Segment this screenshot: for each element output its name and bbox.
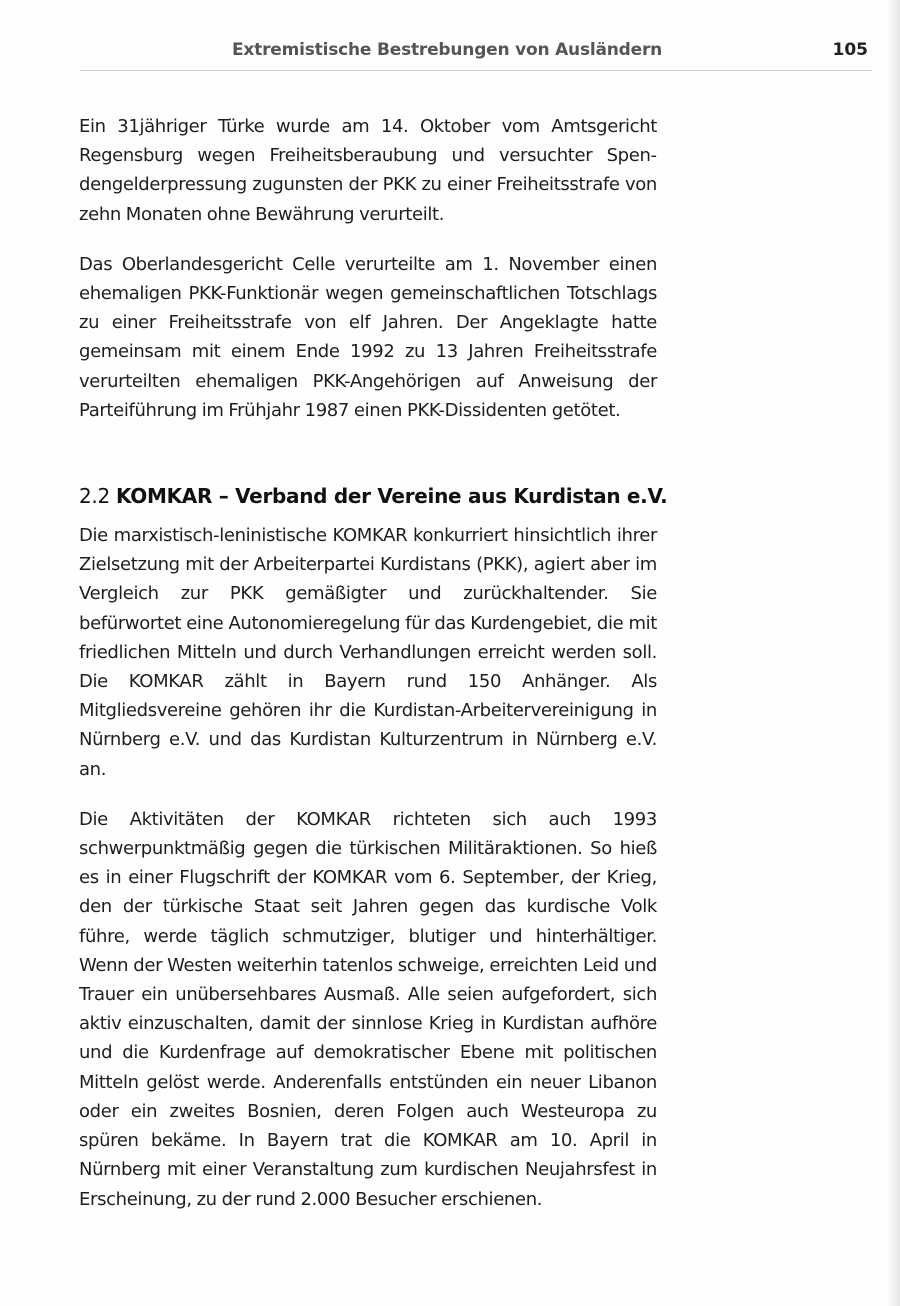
page-edge-shadow — [886, 0, 900, 1306]
section-title: KOMKAR – Verband der Vereine aus Kurdistan e.V. — [115, 484, 668, 509]
running-title: Extremistische Bestrebungen von Ausländern — [232, 40, 663, 60]
paragraph-komkar-profile: Die marxistisch-leninistische KOMKAR konkurriert hinsichtlich ihrer Zielsetzung mit der Arbeiterpartei Kurdistans (PKK), agiert aber im Vergleich zur PKK gemäßigter und zurückhaltender. Sie befürwortet eine Autonomieregelung für das Kurdengebiet, die mit friedlichen Mitteln und durch Verhandlungen erreicht werden soll. Die KOMKAR zählt in Bayern rund 150 Anhänger. Als Mitgliedsvereine gehören ihr die Kurdistan-Arbeitervereinigung in Nürnberg e.V. und das Kurdistan Kulturzentrum in Nürnberg e.V. an. — [79, 525, 657, 780]
body-text — [79, 112, 668, 1235]
running-header — [80, 40, 872, 71]
paragraph-celle-verdict: Das Oberlandesgericht Celle verurteilte am 1. November einen ehemaligen PKK-Funktionär wegen gemeinschaftlichen Totschlags zu einer Freiheitsstrafe von elf Jahren. Der Angeklagte hatte gemeinsam mit einem Ende 1992 zu 13 Jahren Freiheitsstrafe verurteilten ehemaligen PKK-Angehörigen auf Anweisung der Parteiführung im Frühjahr 1987 einen PKK-Dissidenten getötet. — [79, 253, 657, 421]
section-number: 2.2 — [79, 484, 110, 509]
paragraph-komkar-activities: Die Aktivitäten der KOMKAR richteten sich auch 1993 schwerpunktmäßig gegen die türkischen Militäraktionen. So hieß es in einer Flugschrift der KOMKAR vom 6. September, der Krieg, den der türkische Staat seit Jahren gegen das kurdische Volk führe, werde täglich schmutziger, blutiger und hinterhältiger. Wenn der Westen weiterhin tatenlos schweige, erreichten Leid und Trauer ein unübersehbares Ausmaß. Alle seien aufgefordert, sich aktiv einzuschalten, damit der sinnlose Krieg in Kurdistan aufhöre und die Kurdenfrage auf demokratischer Ebene mit politischen Mitteln gelöst werde. Anderenfalls entstünden ein neuer Libanon oder ein zweites Bosnien, deren Folgen auch Westeuropa zu spüren bekäme. In Bayern trat die KOMKAR am 10. April in Nürnberg mit einer Veranstaltung zum kurdischen Neujahrsfest in Erscheinung, zu der rund 2.000 Besucher erschienen. — [79, 808, 657, 1210]
page-number: 105 — [832, 40, 868, 60]
section-heading — [79, 481, 668, 511]
paragraph-turk-conviction: Ein 31jähriger Türke wurde am 14. Oktober vom Amtsgericht Regensburg wegen Freiheitsberaubung und versuchter Spendengelderpressung zugunsten der PKK zu einer Freiheitsstrafe von zehn Monaten ohne Bewährung verurteilt. — [79, 116, 657, 225]
